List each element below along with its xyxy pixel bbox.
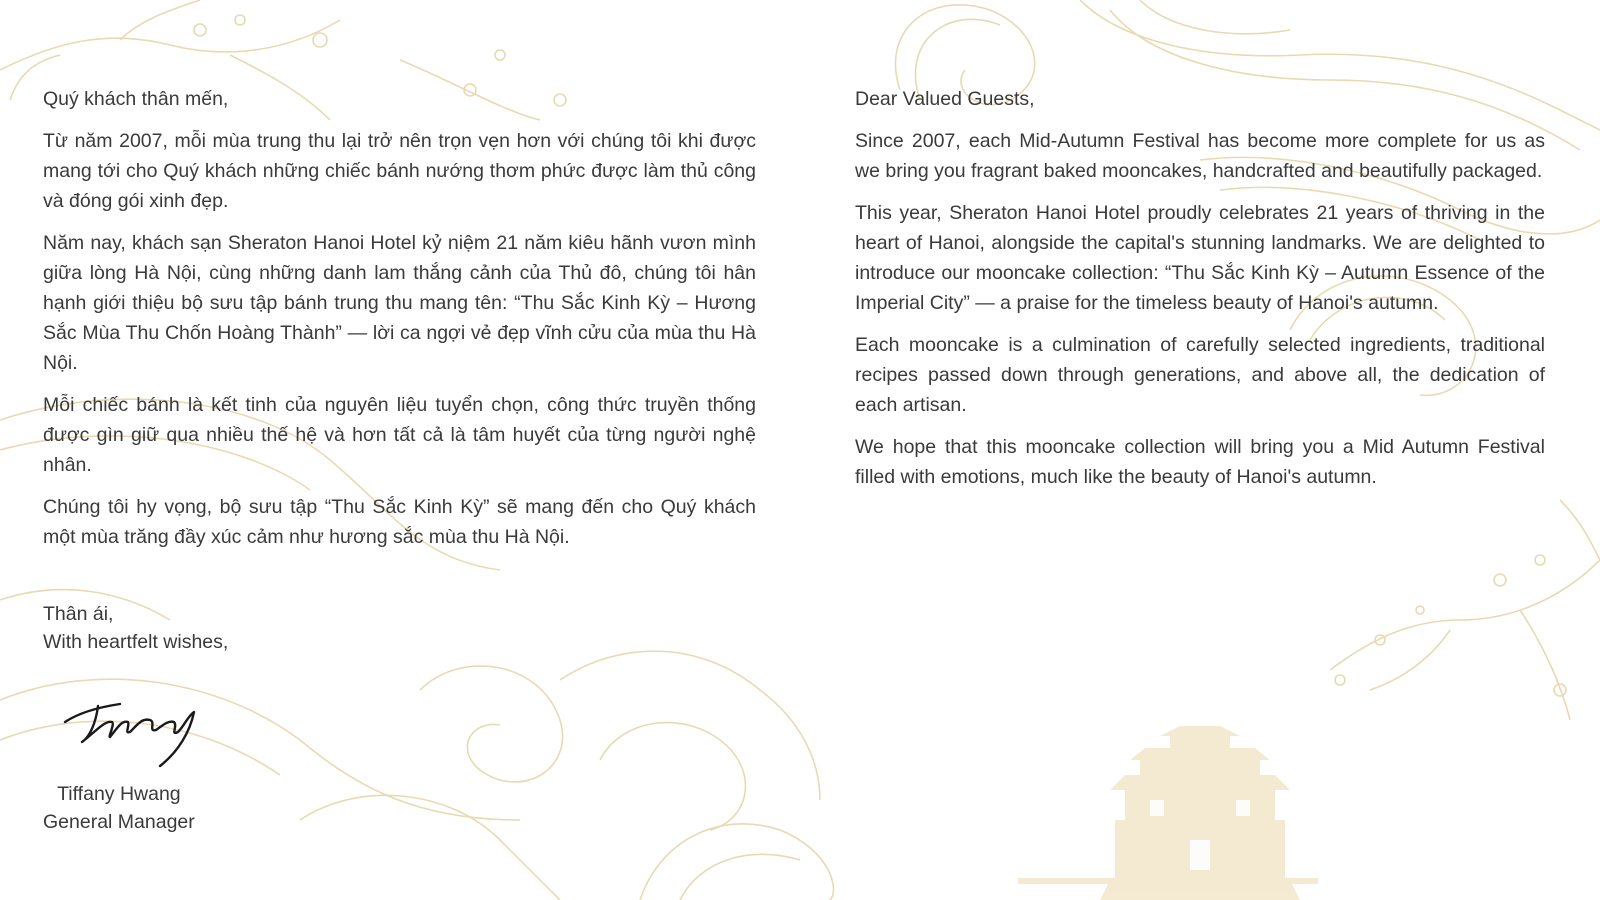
paragraph-vi-2: Năm nay, khách sạn Sheraton Hanoi Hotel kỷ niệm 21 năm kiêu hãnh vươn mình giữa lòng Hà Nội, cùng những danh lam thắng cảnh của Thủ đô, chúng tôi hân hạnh giới thiệu bộ sưu tập bánh trung thu mang tên: “Thu Sắc Kinh Kỳ – Hương Sắc Mùa Thu Chốn Hoàng Thành” — lời ca ngợi vẻ đẹp vĩnh cửu của mùa thu Hà Nội. (43, 232, 756, 374)
paragraph-en-1: Since 2007, each Mid-Autumn Festival has become more complete for us as we bring you fragrant baked mooncakes, handcrafted and beautifully packaged. (855, 130, 1545, 182)
blossom-branch-right (1330, 500, 1600, 720)
paragraph-en-2: This year, Sheraton Hanoi Hotel proudly celebrates 21 years of thriving in the heart of Hanoi, alongside the capital's stunning landmarks. We are delighted to introduce our mooncake collection: “Thu Sắc Kinh Kỳ – Autumn Essence of the Imperial City” — a praise for the timeless beauty of Hanoi's autumn. (855, 202, 1545, 314)
paragraph-vi-1: Từ năm 2007, mỗi mùa trung thu lại trở nên trọn vẹn hơn với chúng tôi khi được mang tới cho Quý khách những chiếc bánh nướng thơm phức được làm thủ công và đóng gói xinh đẹp. (43, 130, 756, 212)
paragraph-vi-4: Chúng tôi hy vọng, bộ sưu tập “Thu Sắc Kinh Kỳ” sẽ mang đến cho Quý khách một mùa trăng đầy xúc cảm như hương sắc mùa thu Hà Nội. (43, 496, 756, 548)
greeting-vietnamese: Quý khách thân mến, (43, 88, 229, 110)
paragraph-en-4: We hope that this mooncake collection will bring you a Mid Autumn Festival filled with emotions, much like the beauty of Hanoi's autumn. (855, 436, 1545, 488)
signer-name: Tiffany Hwang (57, 783, 181, 805)
signer-title: General Manager (43, 811, 195, 833)
paragraph-vi-3: Mỗi chiếc bánh là kết tinh của nguyên liệu tuyển chọn, công thức truyền thống được gìn giữ qua nhiều thế hệ và hơn tất cả là tâm huyết của từng người nghệ nhân. (43, 394, 756, 476)
closing (43, 600, 228, 656)
greeting-english: Dear Valued Guests, (855, 88, 1035, 110)
vietnamese-letter (43, 84, 756, 564)
closing-english: With heartfelt wishes, (43, 631, 229, 653)
closing-vietnamese: Thân ái, (43, 603, 114, 625)
paragraph-en-3: Each mooncake is a culmination of carefully selected ingredients, traditional recipes passed down through generations, and above all, the dedication of each artisan. (855, 334, 1545, 416)
turtle-tower-illustration (1018, 726, 1318, 900)
signer-block (43, 780, 195, 836)
handwritten-signature (60, 692, 210, 772)
english-letter (855, 84, 1545, 504)
